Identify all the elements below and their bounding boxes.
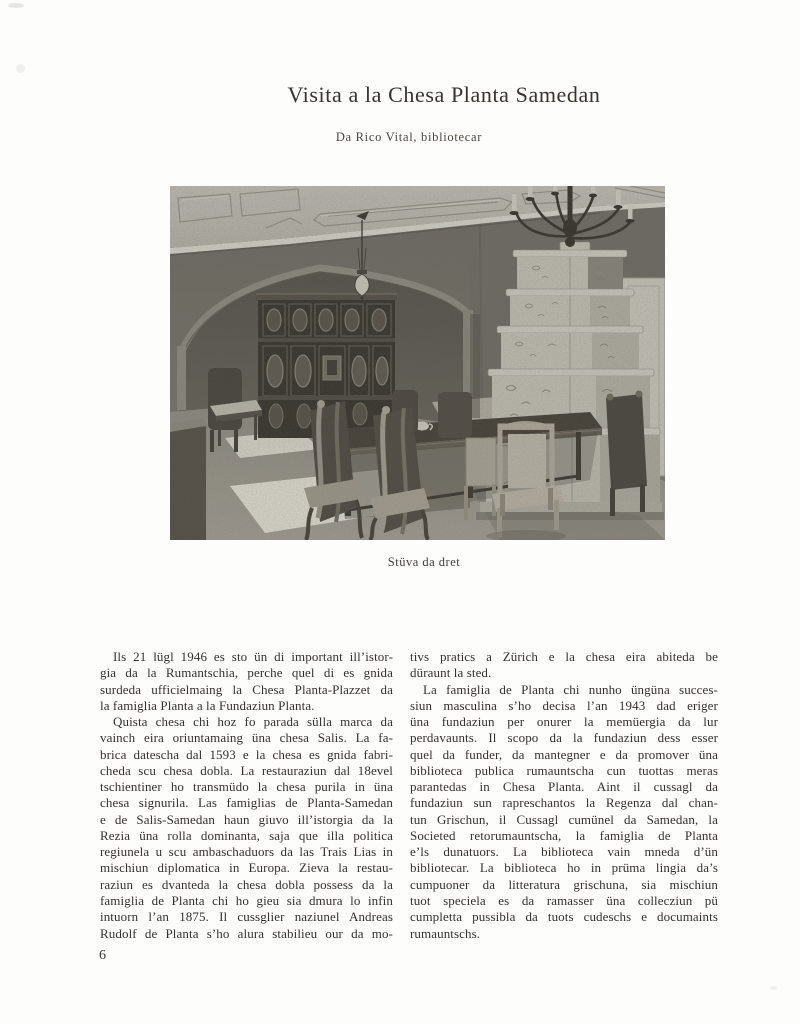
text-line: La famiglia de Planta chi nunho üngüna succes- bbox=[423, 681, 718, 697]
text-line: famiglia de Planta chi ho gieu sia dmura lo infin bbox=[100, 892, 393, 908]
text-line: parantedas in Chesa Planta. Aint il cussagl da bbox=[410, 779, 718, 795]
text-line: tuot speciela es da ramasser üna collecziun pü bbox=[410, 892, 718, 908]
text-line: bibliotecar. La biblioteca ho in prüma lingia da’s bbox=[410, 860, 718, 876]
text-line: intuorn l’an 1875. Il cussglier naziunel Andreas bbox=[100, 909, 393, 925]
page-number: 6 bbox=[99, 948, 106, 963]
page-title: Visita a la Chesa Planta Samedan bbox=[287, 82, 601, 107]
text-line: Rezia üna rolla dominanta, saja que illa politica bbox=[100, 827, 393, 843]
text-line: mischiun diplomatica in Europa. Zieva la restau- bbox=[100, 860, 393, 876]
byline: Da Rico Vital, bibliotecar bbox=[335, 130, 483, 144]
text-line: rumauntschs. bbox=[410, 925, 481, 941]
photo-caption: Stüva da dret bbox=[387, 555, 461, 569]
text-line: vainch eira oriuntamaing üna chesa Salis. La fa- bbox=[100, 730, 393, 746]
text-line: e de Salis-Samedan haun giuvo ill’istorgia da la bbox=[100, 811, 393, 827]
text-line: e’ls dunatuors. La biblioteca vain mneda d’ün bbox=[410, 844, 718, 860]
text-line: gia da la Rumantschia, perche quel di es gnida bbox=[100, 665, 393, 681]
text-line: regiunela u scu ambaschaduors da las Trais Lias in bbox=[100, 844, 393, 860]
text-line: cumpuoner da litteratura grischuna, sia mischiun bbox=[410, 876, 718, 892]
text-line: la famiglia Planta a la Fundaziun Planta. bbox=[100, 697, 315, 713]
photo-stuva-da-dret bbox=[170, 186, 665, 540]
text-line: tschientiner ho transmüdo la chesa purila in üna bbox=[100, 779, 393, 795]
text-line: chesa signurila. Las famiglias de Planta-Samedan bbox=[100, 795, 393, 811]
text-line: tivs pratics a Zürich e la chesa eira abiteda be bbox=[410, 649, 718, 664]
film-grain bbox=[170, 186, 665, 540]
text-line: brica datescha dal 1593 e la chesa es gnida fabri- bbox=[100, 746, 393, 762]
text-line: perdavaunts. Il scopo da la fundaziun dess esser bbox=[410, 730, 718, 746]
scan-artifact bbox=[8, 3, 24, 8]
text-line: quel da funder, da mantegner e da promover üna bbox=[410, 746, 718, 762]
text-line: üna fundaziun per onurer la memüergia da lur bbox=[410, 714, 718, 730]
scan-artifact bbox=[16, 64, 25, 73]
text-line: surdeda ufficielmaing la Chesa Planta-Plazzet da bbox=[100, 681, 393, 697]
text-line: raziun es dvanteda la chesa dobla possess da la bbox=[100, 876, 393, 892]
text-line: biblioteca publica rumauntscha cun tuottas meras bbox=[410, 762, 718, 778]
text-line: cheda scu chesa dobla. La restauraziun dal 18evel bbox=[100, 762, 393, 778]
text-line: cumpletta pussibla da tuots cudeschs e documaints bbox=[410, 909, 718, 925]
text-column-left bbox=[100, 649, 393, 942]
text-line: Societed retorumauntscha, la famiglia de Planta bbox=[410, 827, 718, 843]
text-column-right bbox=[410, 649, 718, 942]
text-line: siun masculina s’ho decisa l’an 1943 dad eriger bbox=[410, 697, 718, 713]
text-line: Quista chesa chi hoz fo parada sülla marca da bbox=[113, 714, 393, 730]
scan-artifact bbox=[770, 986, 777, 990]
text-line: fundaziun sun rapreschantos la Regenza dal chan- bbox=[410, 795, 718, 811]
text-line: Rudolf de Planta s’ho alura stabilieu our da mo- bbox=[100, 925, 393, 941]
text-line: tun Grischun, il Cussagl cumünel da Samedan, la bbox=[410, 811, 718, 827]
text-line: düraunt la sted. bbox=[410, 665, 492, 681]
text-line: Ils 21 lügl 1946 es sto ün di important ill’istor- bbox=[113, 649, 393, 664]
